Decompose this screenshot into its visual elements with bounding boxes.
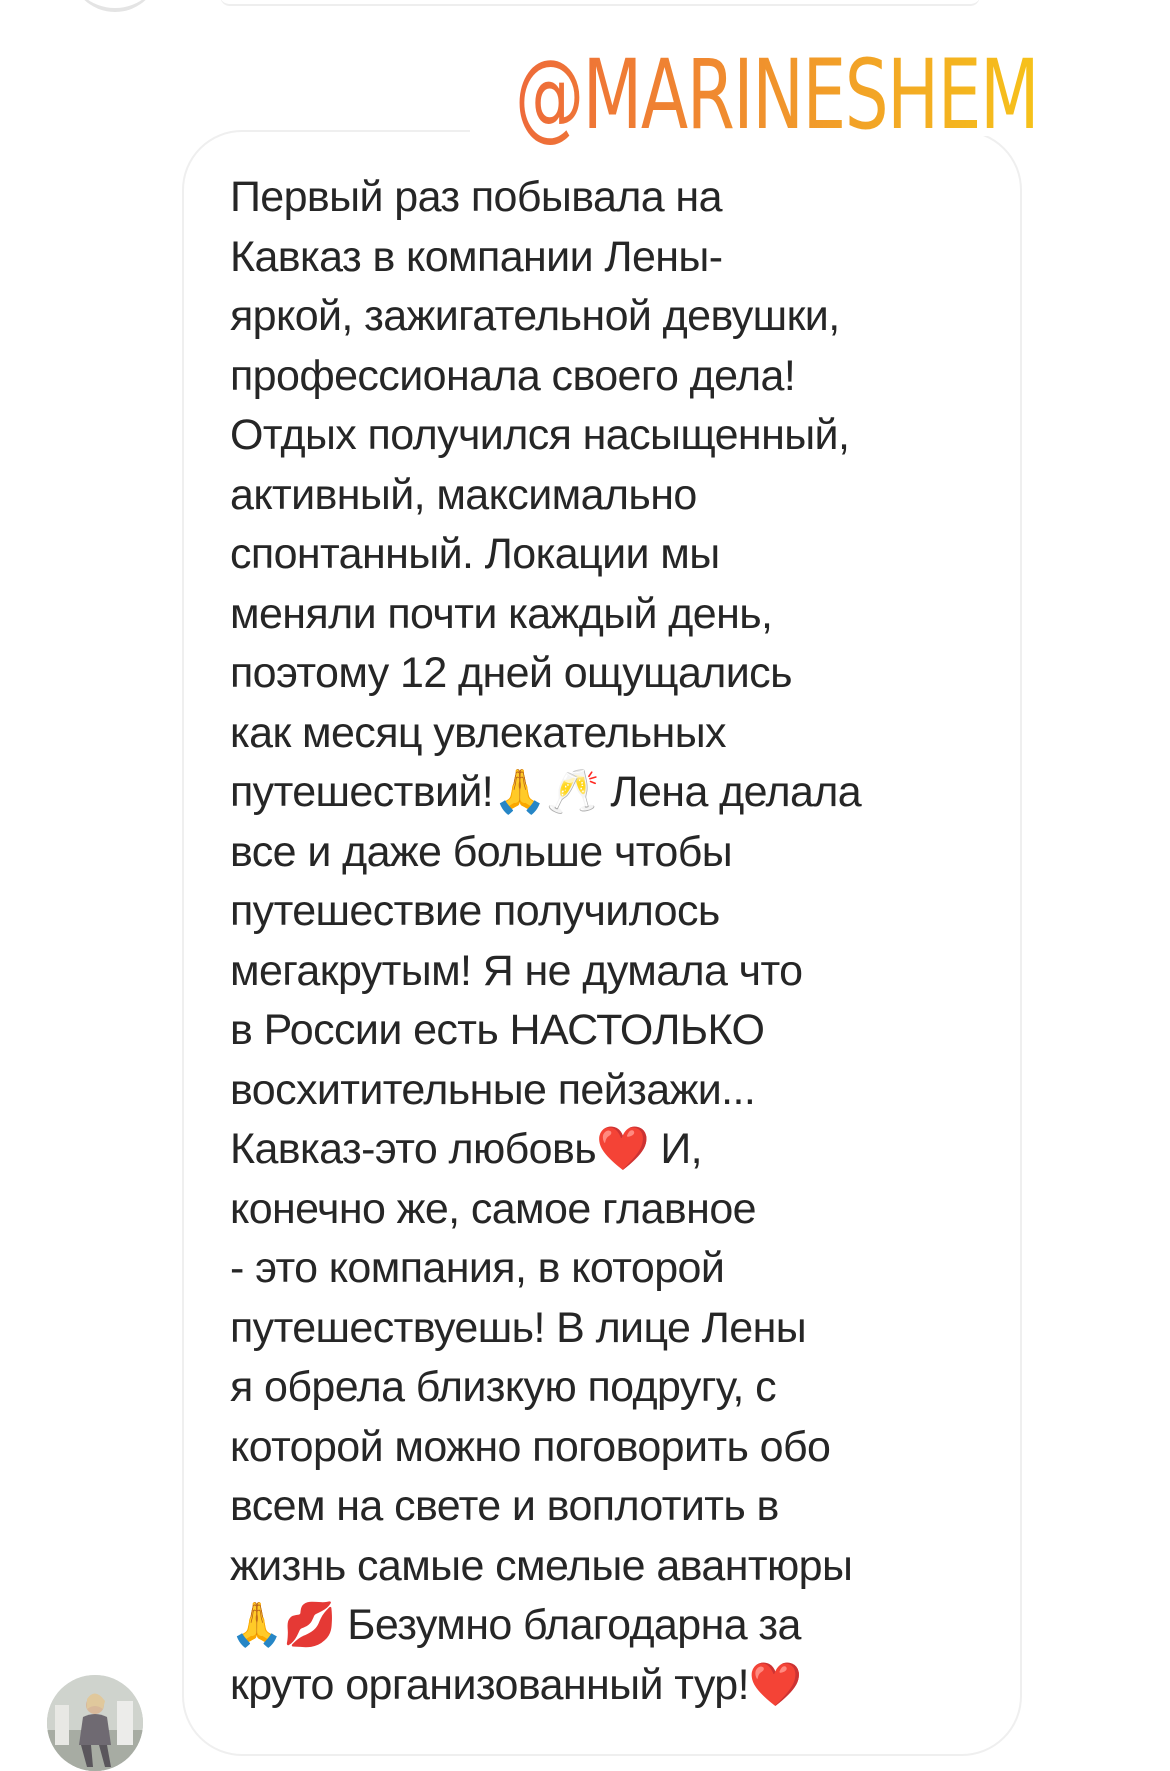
watermark-handle: @MARINESHEM (515, 39, 1039, 151)
avatar[interactable] (47, 1675, 143, 1771)
previous-avatar-edge (70, 0, 160, 12)
message-text: Первый раз побывала на Кавказ в компании Лены- яркой, зажигательной девушки, профессионала своего дела! Отдых получился насыщенный, активный, максимально спонтанный. Локации мы меняли почти каждый день, поэтому 12 дней ощущались как месяц увлекательных путешествий!🙏🥂 Лена делала все и даже больше чтобы путешествие получилось мегакрутым! Я не думала что в России есть НАСТОЛЬКО восхитительные пейзажи... Кавказ-это любовь❤️ И, конечно же, самое главное - это компания, в которой путешествуешь! В лице Лены я обрела близкую подругу, с которой можно поговорить обо всем на свете и воплотить в жизнь самые смелые авантюры 🙏💋 Безумно благодарна за круто организованный тур!❤️ (230, 173, 862, 1709)
avatar-photo-icon (47, 1675, 143, 1771)
previous-message-edge (220, 0, 980, 6)
